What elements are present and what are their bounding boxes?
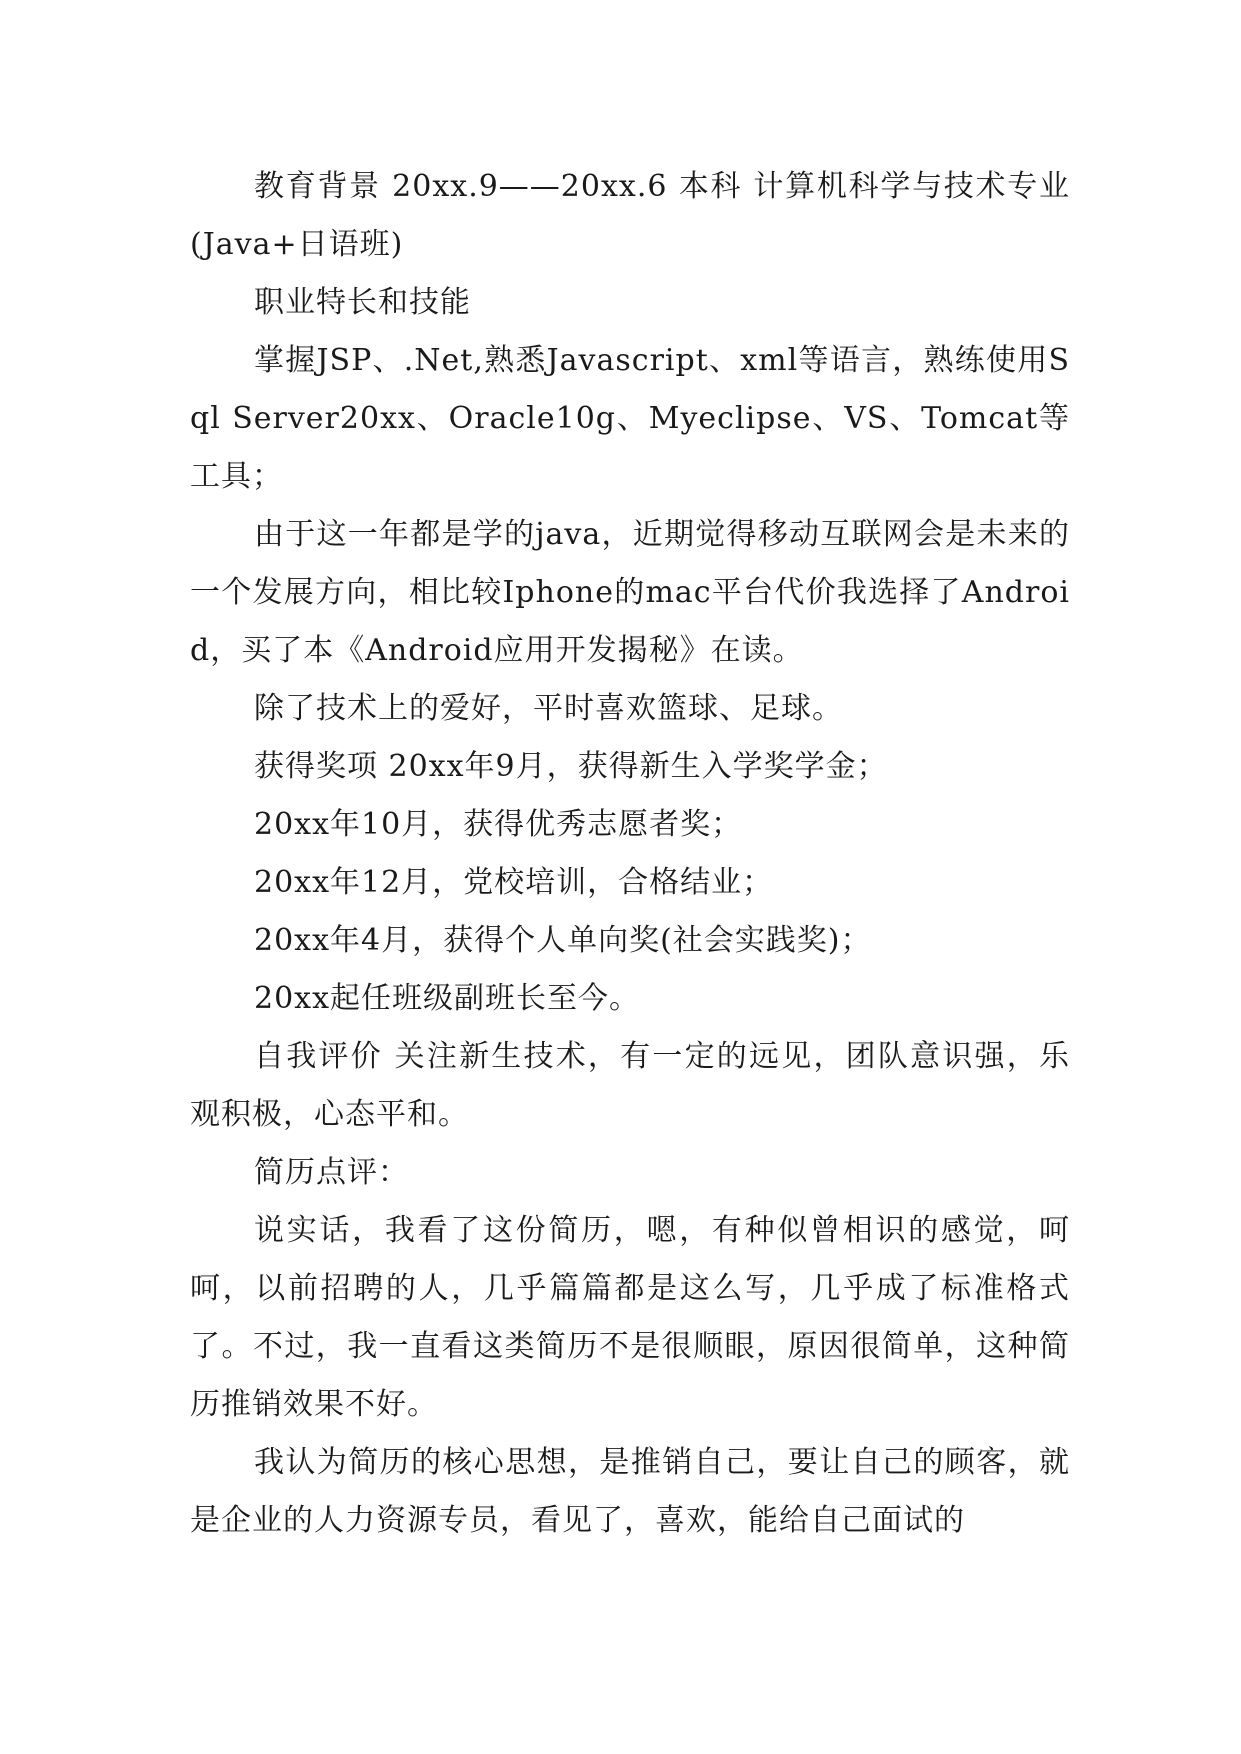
paragraph-skills: 掌握JSP、.Net,熟悉Javascript、xml等语言，熟练使用Sql Server20xx、Oracle10g、Myeclipse、VS、Tomcat等工具； [190,343,1070,494]
document-body [190,158,1070,1550]
paragraph-award-3: 20xx年12月，党校培训，合格结业； [254,865,774,900]
paragraph-self-evaluation: 自我评价 关注新生技术，有一定的远见，团队意识强，乐观积极，心态平和。 [190,1039,1070,1132]
paragraph-review-2: 我认为简历的核心思想，是推销自己，要让自己的顾客，就是企业的人力资源专员，看见了，喜欢，能给自己面试的 [190,1445,1070,1538]
paragraph-education: 教育背景 20xx.9——20xx.6 本科 计算机科学与技术专业(Java+日语班) [190,169,1070,262]
paragraph-skills-heading: 职业特长和技能 [254,285,471,320]
paragraph-award-4: 20xx年4月，获得个人单向奖(社会实践奖)； [254,923,872,958]
paragraph-award-2: 20xx年10月，获得优秀志愿者奖； [254,807,743,842]
paragraph-review-1: 说实话，我看了这份简历，嗯，有种似曾相识的感觉，呵呵，以前招聘的人，几乎篇篇都是这么写，几乎成了标准格式了。不过，我一直看这类简历不是很顺眼，原因很简单，这种简历推销效果不好。 [190,1213,1070,1422]
paragraph-award-5: 20xx起任班级副班长至今。 [254,981,641,1016]
paragraph-award-1: 获得奖项 20xx年9月，获得新生入学奖学金； [254,749,888,784]
paragraph-interest-android: 由于这一年都是学的java，近期觉得移动互联网会是未来的一个发展方向，相比较Iphone的mac平台代价我选择了Android，买了本《Android应用开发揭秘》在读。 [190,517,1070,668]
paragraph-hobbies: 除了技术上的爱好，平时喜欢篮球、足球。 [254,691,843,726]
paragraph-review-heading: 简历点评： [254,1155,409,1190]
